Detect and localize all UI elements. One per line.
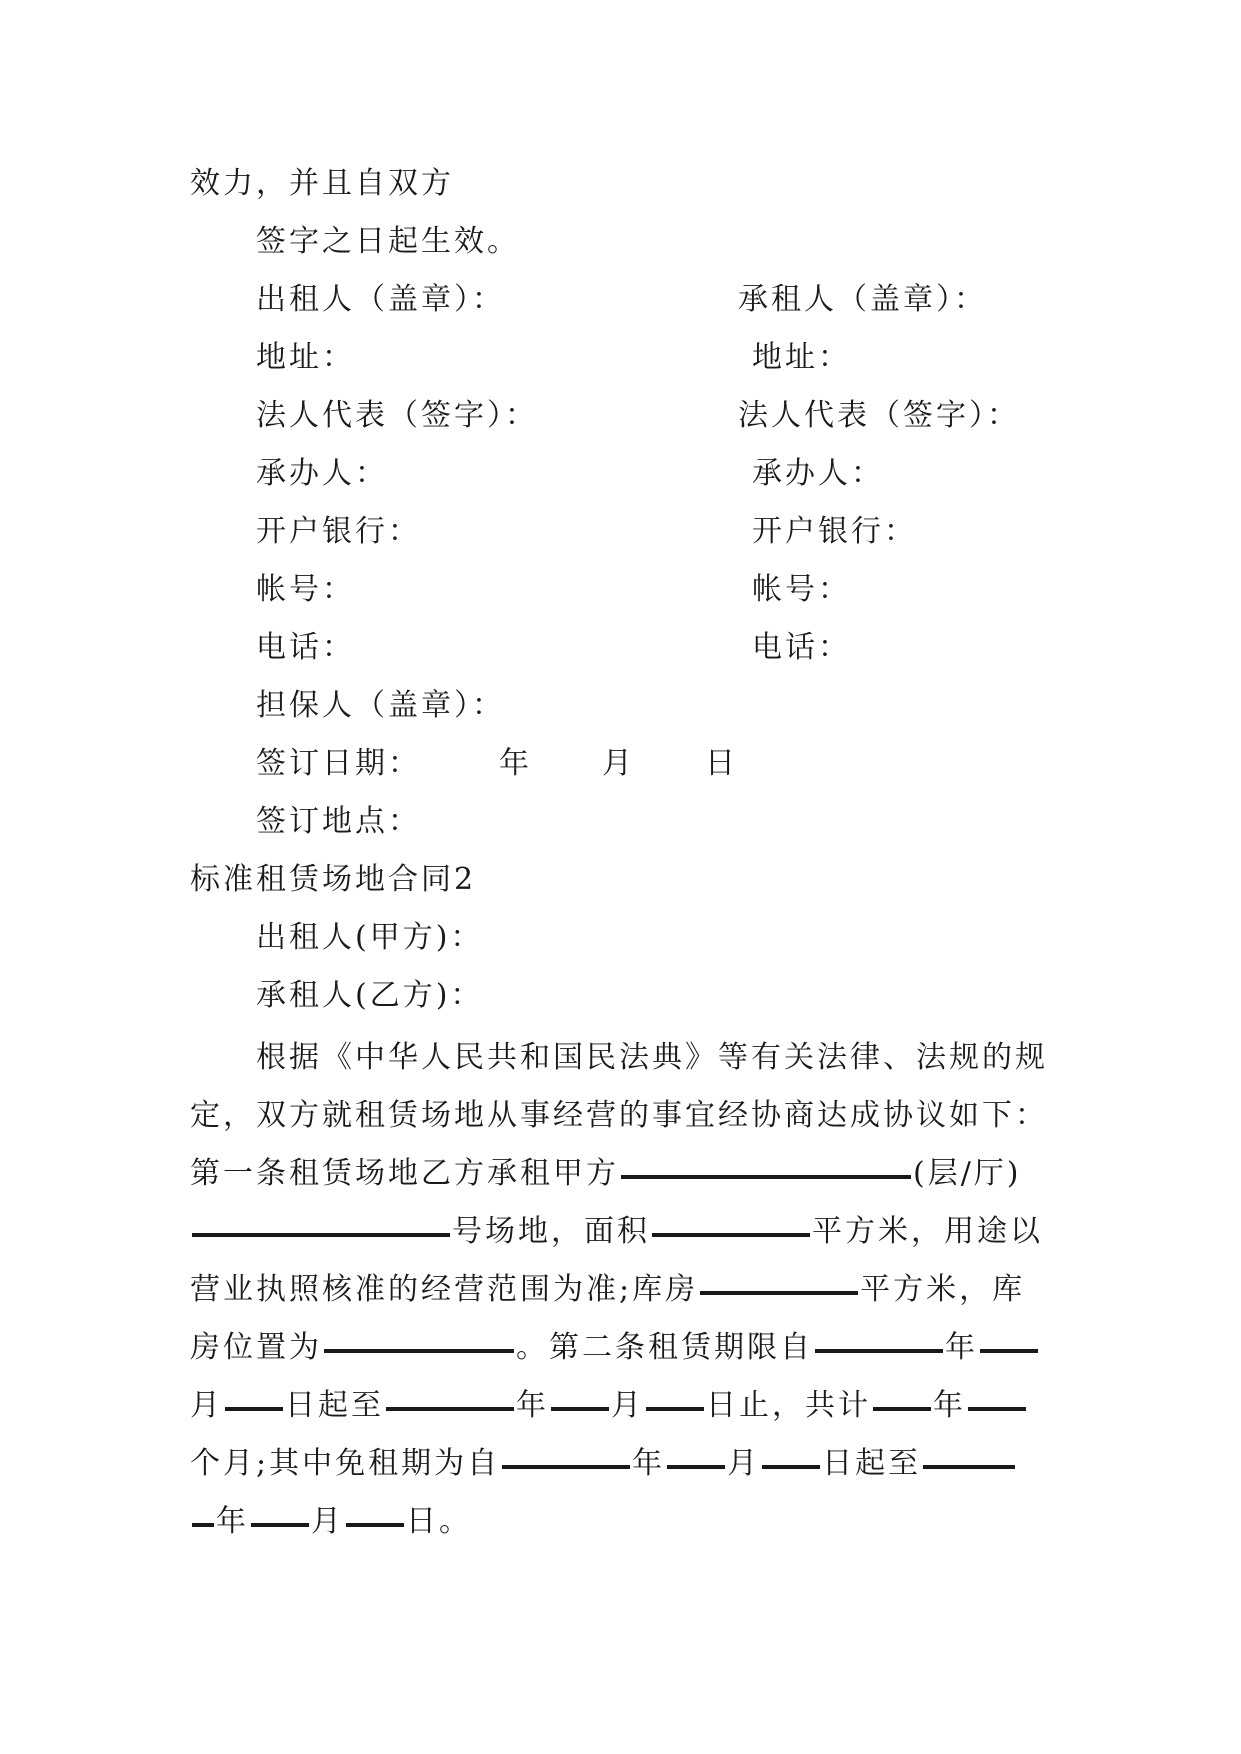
article-1-line: 营业执照核准的经营范围为准;库房 平方米，库 (190, 1272, 1026, 1307)
account-label-right: 帐号： (752, 572, 851, 607)
sign-date-line (256, 744, 738, 784)
phone-label-right: 电话： (752, 630, 851, 665)
blank-field (192, 1233, 450, 1237)
article-2-line: 月 日起至 年 月 日止，共计 年 (190, 1377, 1060, 1435)
blank-field (551, 1407, 609, 1411)
lessee-seal-label: 承租人（盖章）： (738, 282, 987, 317)
handler-label-right: 承办人： (752, 456, 884, 491)
blank-field (386, 1407, 514, 1411)
article-1-line: 号场地，面积 平方米，用途以 (190, 1203, 1060, 1261)
legal-rep-label-right: 法人代表（签字）： (738, 398, 1020, 433)
handler-label-left: 承办人： (256, 456, 388, 491)
blank-field (652, 1233, 810, 1237)
legal-rep-label-left: 法人代表（签字）： (256, 398, 538, 433)
blank-field (815, 1349, 943, 1353)
bank-label-left: 开户银行： (256, 514, 421, 549)
sign-date-label: 签订日期： (256, 746, 421, 781)
blank-field (346, 1523, 404, 1527)
sign-place-label: 签订地点： (256, 804, 421, 839)
party-b-label: 承租人(乙方)： (256, 978, 484, 1013)
phone-label-left: 电话： (256, 630, 355, 665)
blank-field (980, 1349, 1038, 1353)
party-a-label: 出租人(甲方)： (256, 920, 484, 955)
article-2-line: 个月;其中免租期为自 年 月 日起至 (190, 1435, 1060, 1493)
blank-field (700, 1291, 858, 1295)
blank-field (923, 1465, 1015, 1469)
text-line: 签字之日起生效。 (256, 224, 520, 259)
blank-field (968, 1407, 1026, 1411)
article-2-line: 年 月 日。 (190, 1493, 1060, 1551)
article-2-line: 房位置为 。第二条租赁期限自 年 (190, 1319, 1060, 1377)
blank-field (225, 1407, 283, 1411)
bank-label-right: 开户银行： (752, 514, 917, 549)
blank-field (621, 1175, 911, 1179)
month-label: 月 (602, 746, 635, 781)
intro-line: 定，双方就租赁场地从事经营的事宜经协商达成协议如下： (190, 1098, 1048, 1133)
blank-field (762, 1465, 820, 1469)
blank-field (192, 1523, 214, 1527)
year-label: 年 (499, 746, 532, 781)
blank-field (324, 1349, 514, 1353)
address-label-right: 地址： (752, 340, 851, 375)
blank-field (251, 1523, 309, 1527)
blank-field (667, 1465, 725, 1469)
day-label: 日 (705, 746, 738, 781)
contract-body (190, 1029, 1060, 1551)
blank-field (873, 1407, 931, 1411)
guarantor-label: 担保人（盖章）： (256, 688, 505, 723)
lessor-seal-label: 出租人（盖章）： (256, 282, 505, 317)
address-label-left: 地址： (256, 340, 355, 375)
account-label-left: 帐号： (256, 572, 355, 607)
contract-title: 标准租赁场地合同2 (190, 862, 477, 897)
article-1-line: 第一条租赁场地乙方承租甲方 (层/厅) (190, 1156, 1022, 1191)
intro-line: 根据《中华人民共和国民法典》等有关法律、法规的规 (256, 1040, 1048, 1075)
blank-field (646, 1407, 704, 1411)
text-line: 效力，并且自双方 (190, 166, 454, 201)
blank-field (502, 1465, 630, 1469)
